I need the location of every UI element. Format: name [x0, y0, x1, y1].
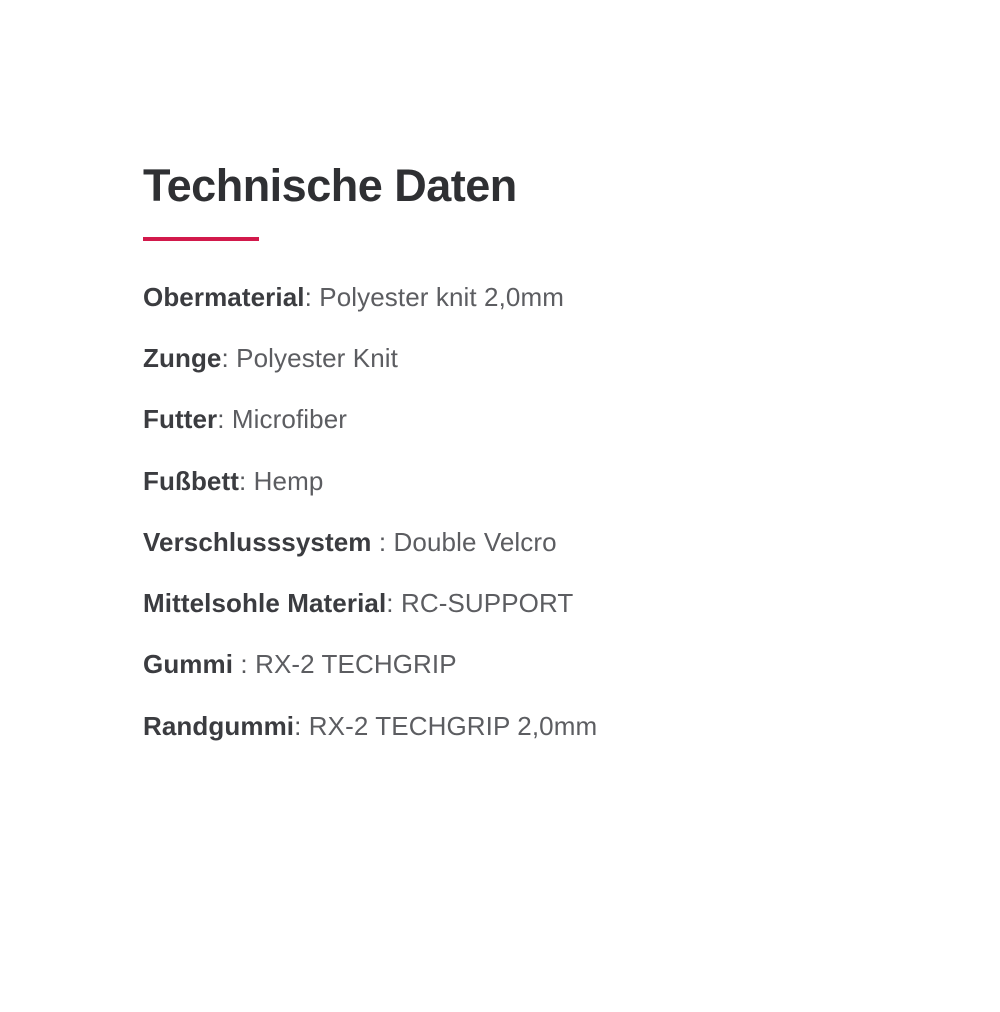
spec-value: RC-SUPPORT — [400, 588, 574, 619]
spec-separator: : — [386, 588, 394, 619]
list-item — [143, 342, 903, 375]
spec-separator: : — [371, 526, 387, 557]
spec-label: Fußbett — [143, 465, 240, 496]
spec-value: Microfiber — [231, 404, 348, 435]
list-item — [143, 710, 903, 743]
title-underline-rule — [143, 237, 259, 241]
page-title: Technische Daten — [143, 160, 517, 211]
spec-value: RX-2 TECHGRIP — [255, 649, 457, 680]
spec-separator: : — [294, 710, 302, 741]
spec-list — [143, 281, 903, 743]
spec-label: Obermaterial — [143, 281, 305, 312]
spec-label: Verschlusssystem — [143, 526, 372, 557]
spec-label: Mittelsohle Material — [143, 588, 387, 619]
spec-separator: : — [239, 465, 247, 496]
spec-value: Double Velcro — [393, 526, 557, 557]
list-item — [143, 281, 903, 314]
spec-separator: : — [304, 281, 312, 312]
spec-label: Zunge — [143, 343, 222, 374]
list-item — [143, 465, 903, 498]
spec-value: Polyester knit 2,0mm — [319, 281, 565, 312]
spec-label: Gummi — [143, 649, 234, 680]
spec-label: Futter — [143, 404, 218, 435]
spec-value: Hemp — [253, 465, 324, 496]
list-item — [143, 587, 903, 620]
list-item — [143, 526, 903, 559]
spec-separator: : — [221, 343, 229, 374]
spec-separator: : — [217, 404, 225, 435]
spec-value: Polyester Knit — [236, 343, 398, 374]
spec-value: RX-2 TECHGRIP 2,0mm — [308, 710, 598, 741]
spec-separator: : — [233, 649, 248, 680]
spec-label: Randgummi — [143, 710, 295, 741]
list-item — [143, 403, 903, 436]
technical-data-section — [143, 160, 903, 743]
list-item — [143, 648, 903, 681]
